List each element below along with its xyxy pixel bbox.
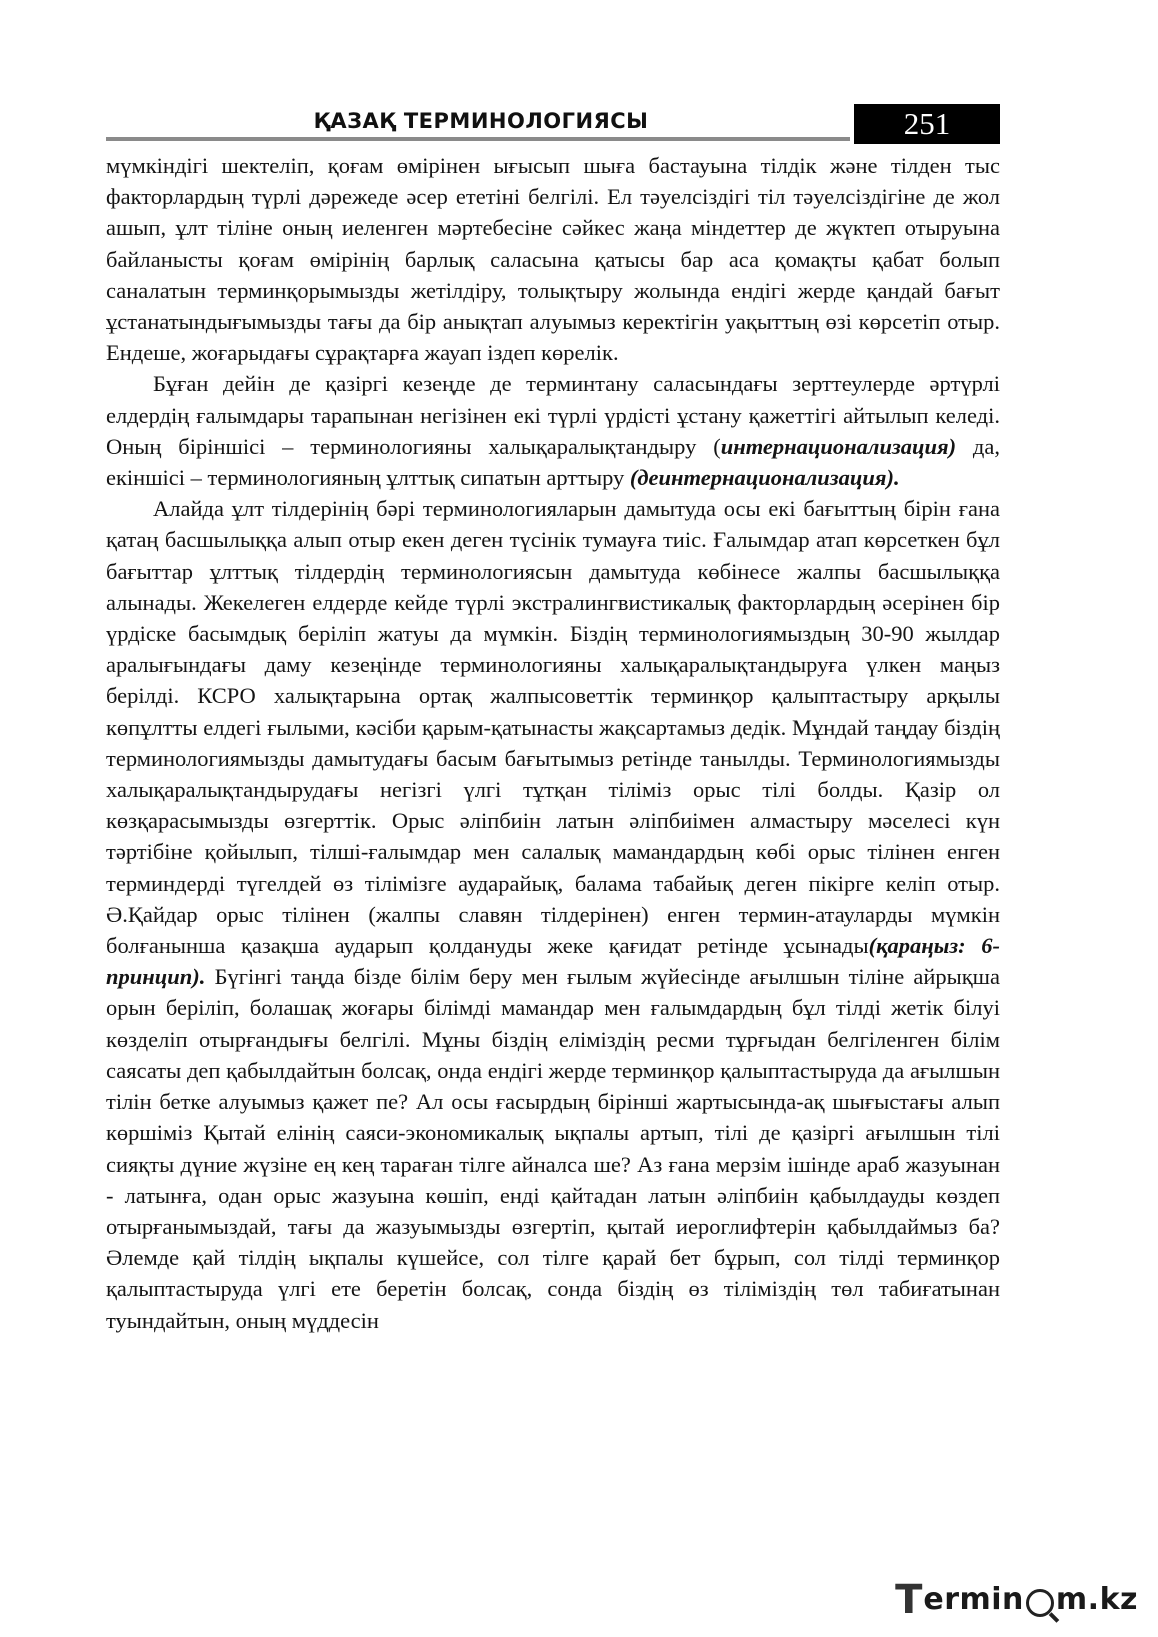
magnifier-icon [1026, 1589, 1054, 1617]
paragraph-2-term-internationalization: интернационализация) [720, 433, 957, 459]
body-text [106, 150, 1000, 1336]
paragraph-3-reference: (қараңыз: 6-принцип). [106, 933, 1000, 990]
header-rule [106, 137, 850, 141]
termincom-watermark [895, 1578, 1138, 1622]
watermark-text-2: m.kz [1055, 1582, 1138, 1617]
paragraph-3-text-a: Алайда ұлт тілдерінің бәрі терминологияларын дамытуда осы екі бағыттың бірін ғана қатаң басшылыққа алып отыр екен деген түсінік тумауға тиіс. Ғалымдар атап көрсеткен бұл бағыттар ұлттық тілдердің терминологиясын дамытуда көбінесе жалпы басшылыққа алынады. Жекелеген елдерде кейде түрлі экстралингвистикалық факторлардың әсерінен бір үрдіске басымдық беріліп жатуы да мүмкін. Біздің терминологиямыздың 30-90 жылдар аралығындағы даму кезеңінде терминологияны халықаралықтандыруға үлкен маңыз берілді. КСРО халықтарына ортақ жалпысоветтік терминқор қалыптастыру арқылы көпұлтты елдегі ғылыми, кәсіби қарым-қатынасты жақсартамыз дедік. Мұндай таңдау біздің терминологиямызды дамытудағы басым бағытымыз ретінде танылды. Терминологиямызды халықаралықтандырудағы негізгі үлгі тұтқан тіліміз орыс тілі болды. Қазір ол көзқарасымызды өзгерттік. Орыс әліпбиін латын әліпбиімен алмастыру мәселесі күн тәртібіне қойылып, тілші-ғалымдар мен салалық мамандардың көбі орыс тілінен енген терминдерді түгелдей өз тілімізге аударайық, балама табайық деген пікірге келіп отыр. Ә.Қайдар орыс тілінен (жалпы славян тілдерінен) енген термин-атауларды мүмкін болғанынша қазақша аударып қолдануды жеке қағидат ретінде ұсынады [106, 496, 1000, 959]
paragraph-2 [106, 368, 1000, 493]
watermark-text-1: ermin [923, 1582, 1024, 1617]
paragraph-2-term-deinternationalization: (деинтернационализация). [629, 465, 900, 491]
paragraph-3-text-c: Бүгінгі таңда бізде білім беру мен ғылым жүйесінде ағылшын тіліне айрықша орын беріліп, болашақ жоғары білімді мамандар мен ғалымдардың бұл тілді жетік білуі көзделіп отырғандығы белгілі. Мұны біздің еліміздің ресми тұрғыдан белгіленген білім саясаты деп қабылдайтын болсақ, онда ендігі жерде терминқор қалыптастыруда да ағылшын тілін бетке алуымыз қажет пе? Ал осы ғасырдың бірінші жартысында-ақ шығыстағы алып көршіміз Қытай елінің саяси-экономикалық ықпалы артып, тілі де қазіргі ағылшын тілі сияқты дүние жүзіне ең кең тараған тілге айналса ше? Аз ғана мерзім ішінде араб жазуынан - латынға, одан орыс жазуына көшіп, енді қайтадан латын әліпбиін қабылдауды көздеп отырғанымыздай, тағы да жазуымызды өзгертіп, қытай иероглифтерін қабылдаймыз ба? Әлемде қай тілдің ықпалы күшейсе, сол тілге қарай бет бұрып, сол тілді терминқор қалыптастыруда үлгі ете беретін болсақ, сонда біздің өз тіліміздің төл табиғатынан туындайтын, оның мүддесін [106, 964, 1000, 1333]
page-number: 251 [854, 104, 1000, 144]
paragraph-2-text-c: да, екіншісі – терминологияның ұлттық сипатын арттыру [106, 433, 1000, 491]
paragraph-3 [106, 493, 1000, 1335]
running-header [106, 102, 1000, 144]
running-title: ҚАЗАҚ ТЕРМИНОЛОГИЯСЫ [313, 109, 649, 133]
paragraph-2-text-a: Бұған дейін де қазіргі кезеңде де терминтану саласындағы зерттеулерде әртүрлі елдердің ғалымдары тарапынан негізінен екі түрлі үрдісті ұстану қажеттігі айтылып келеді. Оның біріншісі – терминологияны халықаралықтандыру ( [106, 371, 1000, 459]
watermark-first-letter: T [895, 1577, 923, 1623]
paragraph-1: мүмкіндігі шектеліп, қоғам өмірінен ығысып шыға бастауына тілдік және тілден тыс факторлардың түрлі дәрежеде әсер ететіні белгілі. Ел тәуелсіздігі тіл тәуелсіздігіне де жол ашып, ұлт тіліне оның иеленген мәртебесіне сәйкес жаңа міндеттер де жүктеп отыруына байланысты қоғам өмірінің барлық саласына қатысы бар аса қомақты қабат болып саналатын терминқорымызды жетілдіру, толықтыру жолында ендігі жерде қандай бағыт ұстанатындығымызды тағы да бір анықтап алуымыз керектігін уақыттың өзі көрсетіп отыр. Ендеше, жоғарыдағы сұрақтарға жауап іздеп көрелік. [106, 153, 1000, 366]
